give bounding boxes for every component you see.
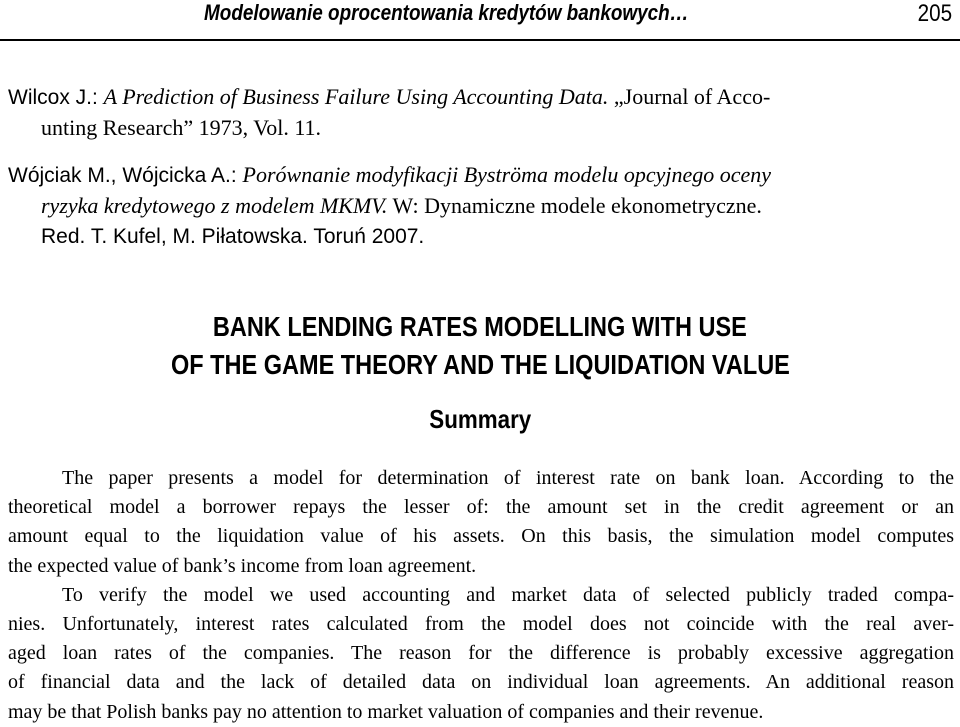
- reference-authors: Wójciak M., Wójcicka A.:: [8, 164, 243, 187]
- abstract-line: The paper presents a model for determination of interest rate on bank loan. According to the: [62, 467, 954, 489]
- reference-line: [8, 160, 952, 191]
- reference-line: unting Research” 1973, Vol. 11.: [41, 115, 322, 140]
- header-rule: [0, 39, 960, 41]
- abstract-line: aged loan rates of the companies. The reason for the difference is probably excessive aggregation: [8, 642, 954, 665]
- reference-line: [8, 82, 952, 113]
- abstract-line: nies. Unfortunately, interest rates calculated from the model does not coincide with the real aver-: [8, 613, 954, 636]
- abstract-paragraph-1: [8, 464, 954, 581]
- reference-authors: Wilcox J.:: [8, 86, 104, 109]
- reference-line: [8, 191, 952, 221]
- reference-wilcox: [8, 82, 952, 143]
- running-header: [0, 0, 960, 42]
- reference-line: [8, 221, 952, 252]
- reference-title: A Prediction of Business Failure Using Accounting Data.: [103, 84, 609, 109]
- running-title: Modelowanie oprocentowania kredytów bankowych…: [204, 0, 689, 25]
- paper-title-text: BANK LENDING RATES MODELLING WITH USE: [213, 311, 747, 342]
- abstract-line: theoretical model a borrower repays the lesser of: the amount set in the credit agreement or an: [8, 496, 954, 519]
- reference-wojciak: [8, 160, 952, 252]
- abstract-line: may be that Polish banks pay no attention to market valuation of companies and their revenue.: [8, 700, 764, 723]
- summary-heading: [0, 401, 960, 437]
- reference-source: Red. T. Kufel, M. Piłatowska. Toruń 2007.: [41, 225, 425, 248]
- abstract-line: the expected value of bank’s income from loan agreement.: [8, 554, 477, 577]
- reference-title: Porównanie modyfikacji Byströma modelu opcyjnego oceny: [242, 162, 772, 187]
- summary-heading-text: Summary: [429, 404, 531, 434]
- abstract-body: [8, 464, 954, 727]
- abstract-paragraph-2: [8, 581, 954, 727]
- abstract-line: of financial data and the lack of detailed data on individual loan agreements. An additional reason: [8, 671, 954, 694]
- abstract-line: To verify the model we used accounting and market data of selected publicly traded compa-: [62, 583, 954, 606]
- reference-title-continued: ryzyka kredytowego z modelem MKMV.: [41, 193, 388, 218]
- paper-title-text: OF THE GAME THEORY AND THE LIQUIDATION VALUE: [170, 349, 790, 380]
- reference-journal: „Journal of Acco-: [608, 84, 771, 109]
- reference-book: W: Dynamiczne modele ekonometryczne.: [387, 193, 762, 218]
- page-number: 205: [917, 0, 952, 27]
- abstract-line: amount equal to the liquidation value of his assets. On this basis, the simulation model computes: [8, 525, 954, 548]
- paper-title-line-1: [0, 308, 960, 346]
- paper-title-line-2: [0, 346, 960, 384]
